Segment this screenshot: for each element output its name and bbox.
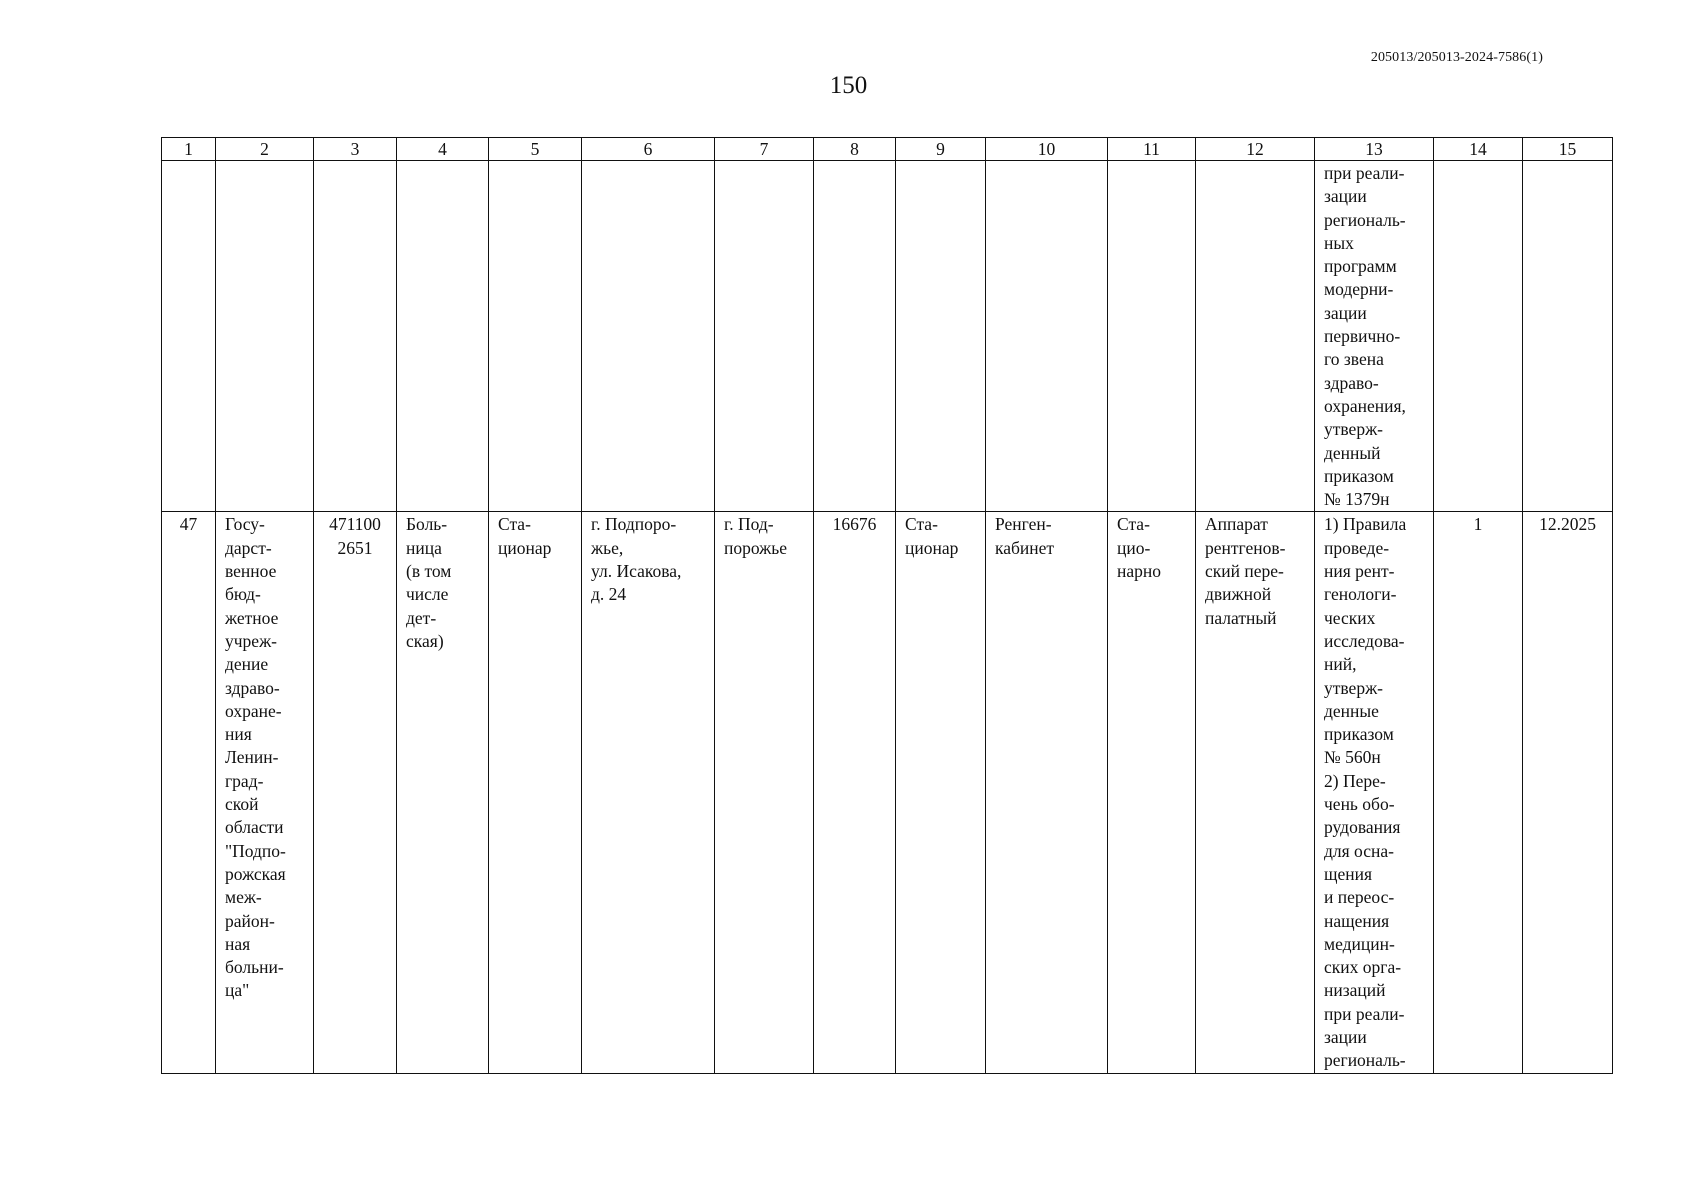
cell-empty xyxy=(162,161,216,512)
cell-empty xyxy=(715,161,814,512)
cell-inn xyxy=(314,512,397,1073)
cell-care-form xyxy=(1108,512,1196,1073)
care-condition: Ста- ционар xyxy=(498,514,552,558)
column-header-8: 8 xyxy=(814,138,896,161)
cell-address xyxy=(582,512,715,1073)
cell-row-number xyxy=(162,512,216,1073)
cell-empty xyxy=(489,161,582,512)
cell-legal-basis xyxy=(1315,512,1434,1073)
table-header-row xyxy=(162,138,1613,161)
equipment-name: Аппарат рентгенов- ский пере- движной палатный xyxy=(1205,514,1286,628)
cell-code xyxy=(814,512,896,1073)
quantity-value: 1 xyxy=(1473,514,1483,535)
column-header-3: 3 xyxy=(314,138,397,161)
inn-value: 471100 2651 xyxy=(329,514,381,558)
legal-basis-text: 1) Правила проведе- ния рент- генологи- ческих исследова- ний, утверж- денные приказом № 560н 2) Пере- чень обо- рудования для осна- щения и переос- нащения медицин- ских орга- низаций при реали- зации региональ- xyxy=(1324,514,1407,1071)
column-header-13: 13 xyxy=(1315,138,1434,161)
cell-equipment xyxy=(1196,512,1315,1073)
cell-quantity xyxy=(1434,512,1523,1073)
cell-legal-basis-continued xyxy=(1315,161,1434,512)
cell-empty xyxy=(1523,161,1613,512)
document-id: 205013/205013-2024-7586(1) xyxy=(1370,50,1543,65)
organization-name: Госу- дарст- венное бюд- жетное учреж- дение здраво- охране- ния Ленин- град- ской области "Подпо- рожская меж- район- ная больни- ца" xyxy=(225,514,286,1001)
row-number: 47 xyxy=(179,514,198,535)
cell-empty xyxy=(896,161,986,512)
cell-department xyxy=(986,512,1108,1073)
table-row xyxy=(162,512,1613,1073)
column-header-12: 12 xyxy=(1196,138,1315,161)
column-header-7: 7 xyxy=(715,138,814,161)
cell-empty xyxy=(582,161,715,512)
cell-facility-type xyxy=(397,512,489,1073)
facility-type: Боль- ница (в том числе дет- ская) xyxy=(406,514,452,651)
column-header-14: 14 xyxy=(1434,138,1523,161)
cell-empty xyxy=(1196,161,1315,512)
cell-date xyxy=(1523,512,1613,1073)
column-header-9: 9 xyxy=(896,138,986,161)
column-header-2: 2 xyxy=(216,138,314,161)
column-header-11: 11 xyxy=(1108,138,1196,161)
column-header-10: 10 xyxy=(986,138,1108,161)
cell-empty xyxy=(814,161,896,512)
address: г. Подпоро- жье, ул. Исакова, д. 24 xyxy=(591,514,682,605)
cell-empty xyxy=(216,161,314,512)
column-header-1: 1 xyxy=(162,138,216,161)
column-header-15: 15 xyxy=(1523,138,1613,161)
cell-empty xyxy=(986,161,1108,512)
cell-organization-name xyxy=(216,512,314,1073)
column-header-5: 5 xyxy=(489,138,582,161)
locality: г. Под- порожье xyxy=(724,514,788,558)
legal-basis-continued-text: при реали- зации региональ- ных программ модерни- зации первично- го звена здраво- охранения, утверж- денный приказом № 1379н xyxy=(1324,163,1406,510)
cell-empty xyxy=(1434,161,1523,512)
care-form: Ста- цио- нарно xyxy=(1117,514,1161,582)
register-table xyxy=(161,137,1613,1074)
date-value: 12.2025 xyxy=(1539,514,1596,535)
table-row-continuation xyxy=(162,161,1613,512)
cell-care-condition xyxy=(489,512,582,1073)
department: Ренген- кабинет xyxy=(995,514,1055,558)
cell-unit-type xyxy=(896,512,986,1073)
column-header-6: 6 xyxy=(582,138,715,161)
cell-empty xyxy=(314,161,397,512)
unit-type: Ста- ционар xyxy=(905,514,959,558)
cell-empty xyxy=(1108,161,1196,512)
cell-locality xyxy=(715,512,814,1073)
page-number: 150 xyxy=(829,72,868,99)
cell-empty xyxy=(397,161,489,512)
column-header-4: 4 xyxy=(397,138,489,161)
code-value: 16676 xyxy=(832,514,877,535)
